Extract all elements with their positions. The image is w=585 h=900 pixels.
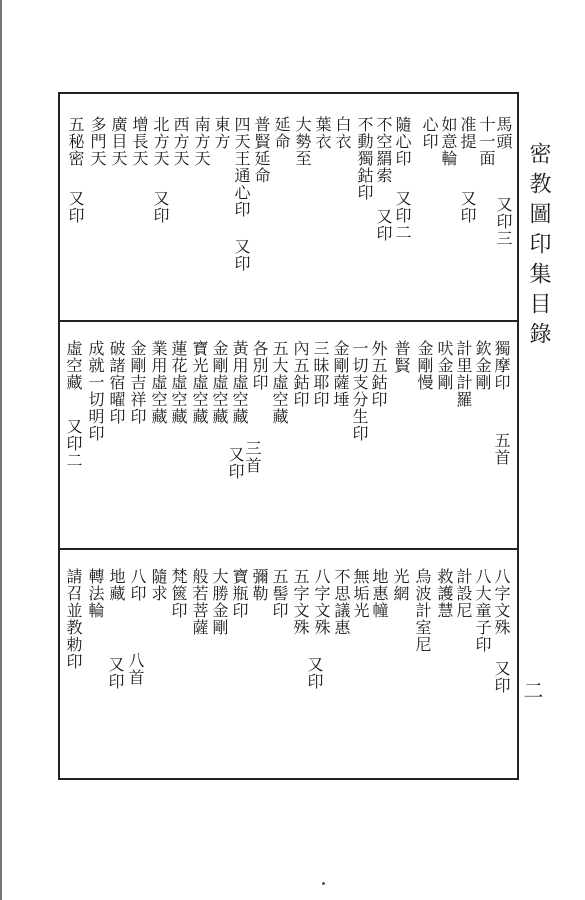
contents-entry: 外五鈷印 [369,340,388,408]
contents-note: 又印 [226,446,245,480]
contents-entry: 西方天 [171,116,190,167]
contents-note: 又印 [151,190,170,224]
contents-note: 又印 [458,190,477,224]
contents-entry: 五秘密 [66,116,85,167]
contents-note: 又印 [106,656,125,690]
contents-entry: 蓮花虛空藏 [169,340,188,425]
contents-entry: 如意輪 [439,116,458,167]
contents-entry: 轉法輪 [86,568,105,619]
contents-entry: 地惠幢 [370,568,389,619]
contents-entry: 內五鈷印 [291,340,310,408]
contents-note: 又印 [492,660,511,694]
contents-entry: 計里計羅 [454,340,473,408]
contents-entry: 北方天 [151,116,170,167]
contents-note: 三首 [243,440,262,474]
contents-entry: 一切支分生印 [350,340,369,442]
contents-entry: 八字文殊 [312,568,331,636]
contents-entry: 增長天 [130,116,149,167]
contents-entry: 馬頭 [494,116,513,150]
contents-note: 又印 [232,238,251,272]
contents-entry: 不思議惠 [332,568,351,636]
contents-entry: 烏波計室尼 [413,568,432,653]
contents-entry: 隨心印 [393,116,412,167]
contents-entry: 吠金剛 [435,340,454,391]
contents-entry: 各別印 [250,340,269,391]
contents-note: 又印三 [494,196,513,247]
contents-entry: 大勝金剛 [210,568,229,636]
contents-entry: 般若菩薩 [190,568,209,636]
contents-entry: 葉衣 [313,116,332,150]
contents-note: 又印二 [64,418,83,469]
contents-entry: 五髻印 [270,568,289,619]
contents-entry: 成就一切明印 [86,340,105,442]
contents-entry: 隨求 [149,568,168,602]
contents-note: 又印 [374,208,393,242]
contents-entry: 金剛虛空藏 [210,340,229,425]
contents-entry: 彌勒 [250,568,269,602]
contents-entry: 光網 [391,568,410,602]
contents-entry: 梵篋印 [169,568,188,619]
contents-entry: 金剛薩埵 [331,340,350,408]
contents-entry: 准提 [458,116,477,150]
contents-entry: 金剛吉祥印 [128,340,147,425]
contents-entry: 八字文殊 [492,568,511,636]
section-divider-2 [58,548,519,550]
contents-entry: 大勢至 [293,116,312,167]
page-title: 密教圖印集目錄 [526,142,551,352]
contents-entry: 五大虛空藏 [270,340,289,425]
contents-entry: 八大童子印 [473,568,492,653]
contents-entry: 多門天 [88,116,107,167]
page-number: 二 [520,680,544,701]
contents-entry: 寶瓶印 [230,568,249,619]
scan-speck [322,882,325,885]
contents-entry: 破諸宿曜印 [107,340,126,425]
contents-entry: 寶光虛空藏 [190,340,209,425]
page-left-edge [0,0,2,900]
contents-entry: 不空羂索 [374,116,393,184]
contents-entry: 三昧耶印 [311,340,330,408]
contents-entry: 黃用虛空藏 [230,340,249,425]
contents-entry: 請召並教勅印 [64,568,83,670]
section-divider-1 [58,320,519,322]
contents-entry: 八印 [128,568,147,602]
contents-entry: 普賢 [392,340,411,374]
contents-entry: 業用虛空藏 [149,340,168,425]
contents-note: 又印 [66,190,85,224]
contents-entry: 心印 [420,116,439,150]
contents-note: 八首 [126,652,145,686]
contents-entry: 計設尼 [454,568,473,619]
contents-entry: 金剛慢 [415,340,434,391]
contents-entry: 救護慧 [435,568,454,619]
contents-entry: 虛空藏 [64,340,83,391]
contents-entry: 延命 [272,116,291,150]
contents-entry: 無垢光 [351,568,370,619]
contents-entry: 不動獨鈷印 [355,116,374,201]
contents-entry: 白衣 [333,116,352,150]
contents-note: 又印 [305,656,324,690]
contents-entry: 地藏 [107,568,126,602]
contents-entry: 五字文殊 [291,568,310,636]
contents-note: 又印二 [393,190,412,241]
contents-entry: 四天王通心印 [232,116,251,218]
contents-note: 五首 [492,432,511,466]
contents-entry: 南方天 [192,116,211,167]
contents-entry: 東方 [212,116,231,150]
contents-entry: 普賢延命 [252,116,271,184]
contents-entry: 獨摩印 [492,340,511,391]
contents-entry: 廣目天 [109,116,128,167]
contents-entry: 十一面 [477,116,496,167]
contents-entry: 欽金剛 [473,340,492,391]
